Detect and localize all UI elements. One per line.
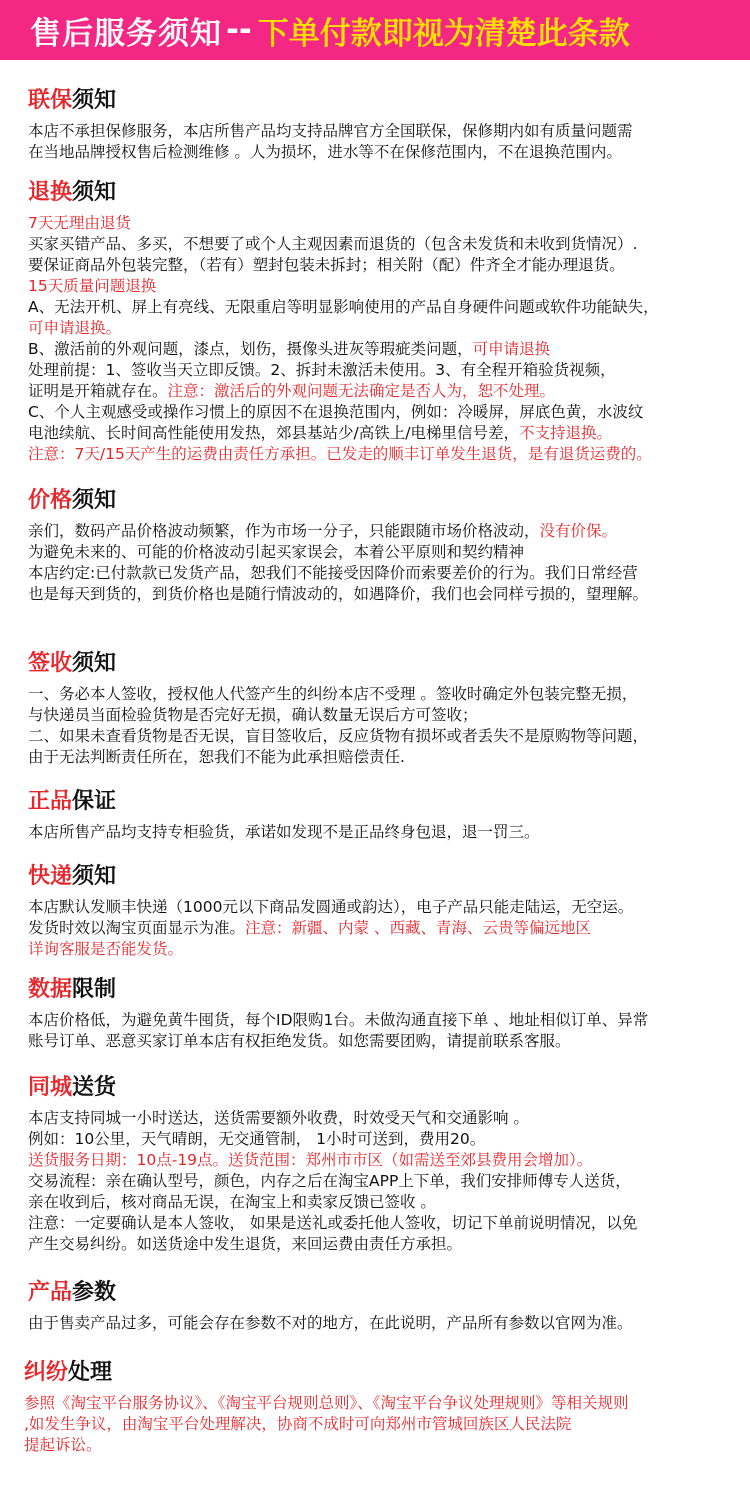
banner-subtitle: 下单付款即视为清楚此条款 xyxy=(257,15,630,52)
text-line: 电池续航、长时间高性能使用发热，郊县基站少/高铁上/电梯里信号差，不支持退换。 xyxy=(28,424,612,442)
text-line: 本店支持同城一小时送达，送货需要额外收费，时效受天气和交通影响 。 xyxy=(28,1109,529,1127)
section-heading: 联保须知 xyxy=(28,88,117,113)
text-line: 也是每天到货的，到货价格也是随行情波动的，如遇降价，我们也会同样亏损的，望理解。 xyxy=(28,585,649,603)
section-dispute xyxy=(0,1358,750,1456)
banner-dash: -- xyxy=(226,12,252,48)
text-line: 本店约定:已付款款已发货产品，恕我们不能接受因降价而索要差价的行为。我们日常经营 xyxy=(28,564,638,582)
text-line: 本店所售产品均支持专柜验货，承诺如发现不是正品终身包退，退一罚三。 xyxy=(28,823,540,841)
text-line: 送货服务日期：10点-19点。送货范围：郑州市市区（如需送至郊县费用会增加）。 xyxy=(28,1151,593,1169)
section-express xyxy=(0,862,750,960)
section-data-limit xyxy=(0,975,750,1052)
text-line: 注意：一定要确认是本人签收， 如果是送礼或委托他人签收，切记下单前说明情况，以免 xyxy=(28,1214,638,1232)
text-line: 本店默认发顺丰快递（1000元以下商品发圆通或韵达），电子产品只能走陆运，无空运。 xyxy=(28,898,634,916)
text-line: 要保证商品外包装完整，（若有）塑封包装未拆封；相关附（配）件齐全才能办理退货。 xyxy=(28,256,625,274)
section-heading: 正品保证 xyxy=(28,789,117,814)
text-line: 买家买错产品、多买，不想要了或个人主观因素而退货的（包含未发货和未收到货情况）. xyxy=(28,235,638,253)
text-line: 证明是开箱就存在。注意：激活后的外观问题无法确定是否人为，恕不处理。 xyxy=(28,382,556,400)
section-genuine xyxy=(0,787,750,843)
section-returns xyxy=(0,178,750,465)
section-sign xyxy=(0,649,750,768)
text-line: 由于无法判断责任所在，恕我们不能为此承担赔偿责任. xyxy=(28,748,405,766)
text-line: 提起诉讼。 xyxy=(24,1436,102,1454)
text-line: 一、务必本人签收，授权他人代签产生的纠纷本店不受理 。签收时确定外包装完整无损， xyxy=(28,685,638,703)
section-warranty xyxy=(0,86,750,163)
text-line: 详询客服是否能发货。 xyxy=(28,940,184,958)
text-line: C、个人主观感受或操作习惯上的原因不在退换范围内，例如：冷暖屏，屏底色黄，水波纹 xyxy=(28,403,644,421)
text-line: 产生交易纠纷。如送货途中发生退货，来回运费由责任方承担。 xyxy=(28,1235,463,1253)
text-line: ,如发生争议，由淘宝平台处理解决，协商不成时可向郑州市管城回族区人民法院 xyxy=(24,1415,572,1433)
text-line: 由于售卖产品过多，可能会存在参数不对的地方，在此说明，产品所有参数以官网为准。 xyxy=(28,1314,633,1332)
text-line: 注意：7天/15天产生的运费由责任方承担。已发走的顺丰订单发生退货，是有退货运费的。 xyxy=(28,445,652,463)
text-line: 例如：10公里，天气晴朗，无交通管制， 1小时可送到，费用20。 xyxy=(28,1130,486,1148)
text-line: 可申请退换。 xyxy=(28,319,122,337)
section-heading: 产品参数 xyxy=(28,1280,117,1305)
section-city-delivery xyxy=(0,1073,750,1255)
text-line: B、激活前的外观问题，漆点，划伤，摄像头进灰等瑕疵类问题，可申请退换 xyxy=(28,340,551,358)
text-line: 与快递员当面检验货物是否完好无损，确认数量无误后方可签收； xyxy=(28,706,478,724)
text-line: 发货时效以淘宝页面显示为准。注意：新疆、内蒙 、西藏、青海、云贵等偏远地区 xyxy=(28,919,591,937)
text-line: 15天质量问题退换 xyxy=(28,277,157,295)
banner-title: 售后服务须知 xyxy=(30,15,222,52)
text-line: 交易流程：亲在确认型号，颜色，内存之后在淘宝APP上下单，我们安排师傅专人送货， xyxy=(28,1172,631,1190)
text-line: 本店不承担保修服务，本店所售产品均支持品牌官方全国联保，保修期内如有质量问题需 xyxy=(28,122,633,140)
text-line: 参照《淘宝平台服务协议》、《淘宝平台规则总则》、《淘宝平台争议处理规则》等相关规则 xyxy=(24,1394,629,1412)
header-banner xyxy=(0,0,750,60)
section-heading: 快递须知 xyxy=(28,864,117,889)
text-line: 本店价格低，为避免黄牛囤货，每个ID限购1台。未做沟通直接下单 、地址相似订单、异常 xyxy=(28,1011,649,1029)
text-line: 7天无理由退货 xyxy=(28,214,131,232)
text-line: 在当地品牌授权售后检测维修 。人为损坏，进水等不在保修范围内，不在退换范围内。 xyxy=(28,143,622,161)
text-line: 账号订单、恶意买家订单本店有权拒绝发货。如您需要团购，请提前联系客服。 xyxy=(28,1032,571,1050)
section-heading: 签收须知 xyxy=(28,651,117,676)
text-line: 为避免未来的、可能的价格波动引起买家误会，本着公平原则和契约精神 xyxy=(28,543,525,561)
text-line: 二、如果未查看货物是否无误，盲目签收后，反应货物有损坏或者丢失不是原购物等问题， xyxy=(28,727,649,745)
section-heading: 价格须知 xyxy=(28,488,117,513)
text-line: A、无法开机、屏上有亮线、无限重启等明显影响使用的产品自身硬件问题或软件功能缺失， xyxy=(28,298,659,316)
section-price xyxy=(0,486,750,605)
section-params xyxy=(0,1278,750,1334)
text-line: 亲在收到后，核对商品无误，在淘宝上和卖家反馈已签收 。 xyxy=(28,1193,436,1211)
text-line: 处理前提：1、签收当天立即反馈。2、拆封未激活未使用。3、有全程开箱验货视频， xyxy=(28,361,616,379)
text-line: 亲们，数码产品价格波动频繁，作为市场一分子，只能跟随市场价格波动，没有价保。 xyxy=(28,522,618,540)
section-heading: 纠纷处理 xyxy=(24,1360,113,1385)
section-heading: 数据限制 xyxy=(28,977,117,1002)
section-heading: 同城送货 xyxy=(28,1075,117,1100)
section-heading: 退换须知 xyxy=(28,180,117,205)
